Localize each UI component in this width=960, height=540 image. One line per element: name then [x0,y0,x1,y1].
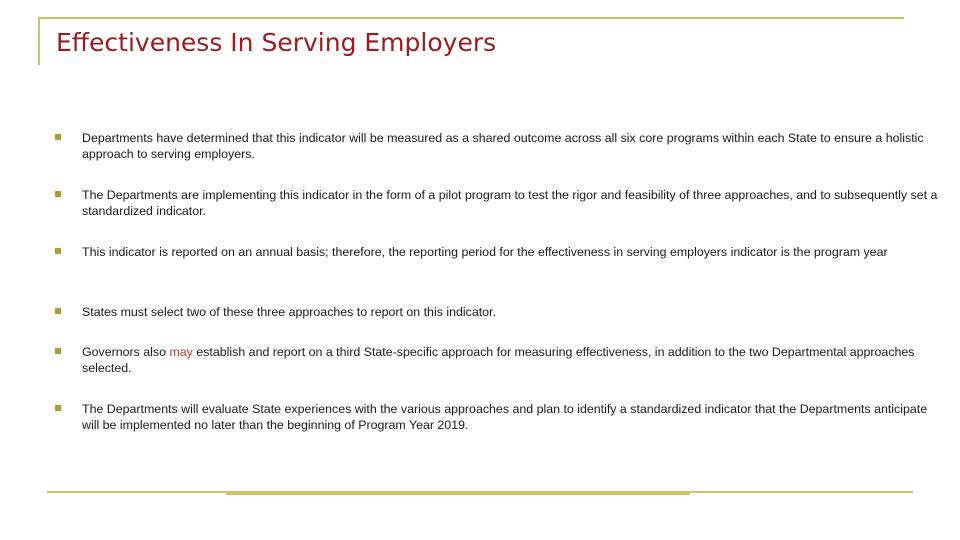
bullet-item [54,187,938,219]
bullet-square-icon [55,248,61,254]
bullet-text-segment: The Departments will evaluate State experiences with the various approaches and plan to identify a standardized indicator that the Departments anticipate will be implemented no later than the beginning of Program Year 2019. [82,402,928,432]
bullet-square-icon [55,348,61,354]
bullet-text [82,305,496,319]
bullet-text-segment: establish and report on a third State-specific approach for measuring effectiveness, in addition to the two Departmental approaches selected. [82,345,915,375]
bullet-text-segment: Governors also [82,345,170,359]
bullet-item [54,401,938,433]
bullet-text [82,245,888,259]
bullet-text-segment: Departments have determined that this indicator will be measured as a shared outcome across all six core programs within each State to ensure a holistic approach to serving employers. [82,131,924,161]
bullet-item [54,130,938,162]
top-rule [38,17,904,19]
bullet-square-icon [55,134,61,140]
bullet-item [54,304,938,320]
bullet-text [82,345,915,375]
bullet-text-segment: States must select two of these three approaches to report on this indicator. [82,305,496,319]
bullet-square-icon [55,191,61,197]
left-rule [38,17,40,65]
bullet-square-icon [55,308,61,314]
bullet-text [82,131,924,161]
bullet-item [54,344,938,376]
highlighted-word: may [169,345,193,359]
bullet-square-icon [55,405,61,411]
bullet-text-segment: The Departments are implementing this indicator in the form of a pilot program to test the rigor and feasibility of three approaches, and to subsequently set a standardized indicator. [82,188,938,218]
bottom-accent-bar [226,491,690,495]
bullet-item [54,244,938,260]
slide-title: Effectiveness In Serving Employers [56,28,497,57]
bullet-text-segment: This indicator is reported on an annual basis; therefore, the reporting period for the effectiveness in serving employers indicator is the program year [82,245,888,259]
bullet-text [82,188,937,218]
bullet-text [82,402,927,432]
